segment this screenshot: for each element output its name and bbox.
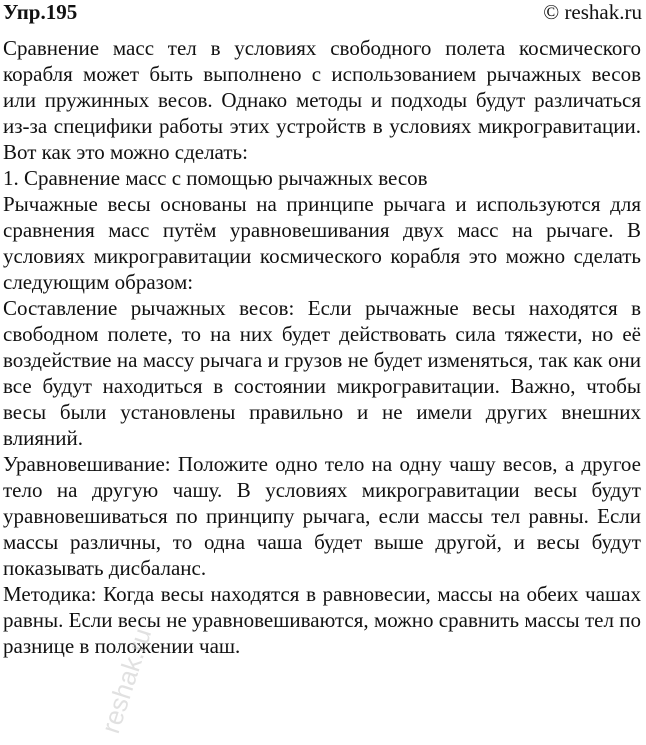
section-heading: 1. Сравнение масс с помощью рычажных весов <box>3 166 428 190</box>
site-copyright: © reshak.ru <box>543 0 642 24</box>
paragraph-method: Методика: Когда весы находятся в равновесии, массы на обеих чашах равны. Если весы не уравновешиваются, можно сравнить массы тел по разнице в положении чаш. <box>3 582 641 658</box>
paragraph-intro: Сравнение масс тел в условиях свободного полета космического корабля может быть выполнено с использованием рычажных весов или пружинных весов. Однако методы и подходы будут различаться из-за специфики работы этих устройств в условиях микрогравитации. Вот как это можно сделать: <box>3 36 641 164</box>
paragraph-lever-principle: Рычажные весы основаны на принципе рычага и используются для сравнения масс путём уравновешивания двух масс на рычаге. В условиях микрогравитации космического корабля это можно сделать следующим образом: <box>3 192 641 294</box>
watermark-text: reshak.ru <box>95 624 158 737</box>
solution-text <box>3 35 641 659</box>
page-header <box>0 0 646 30</box>
exercise-number: Упр.195 <box>3 0 78 24</box>
paragraph-assembly: Составление рычажных весов: Если рычажные весы находятся в свободном полете, то на них будет действовать сила тяжести, но её воздействие на массу рычага и грузов не будет изменяться, так как они все будут находиться в состоянии микрогравитации. Важно, чтобы весы были установлены правильно и не имели других внешних влияний. <box>3 296 641 450</box>
paragraph-balancing: Уравновешивание: Положите одно тело на одну чашу весов, а другое тело на другую чашу. В условиях микрогравитации весы будут уравновешиваться по принципу рычага, если массы тел равны. Если массы различны, то одна чаша будет выше другой, и весы будут показывать дисбаланс. <box>3 452 641 580</box>
